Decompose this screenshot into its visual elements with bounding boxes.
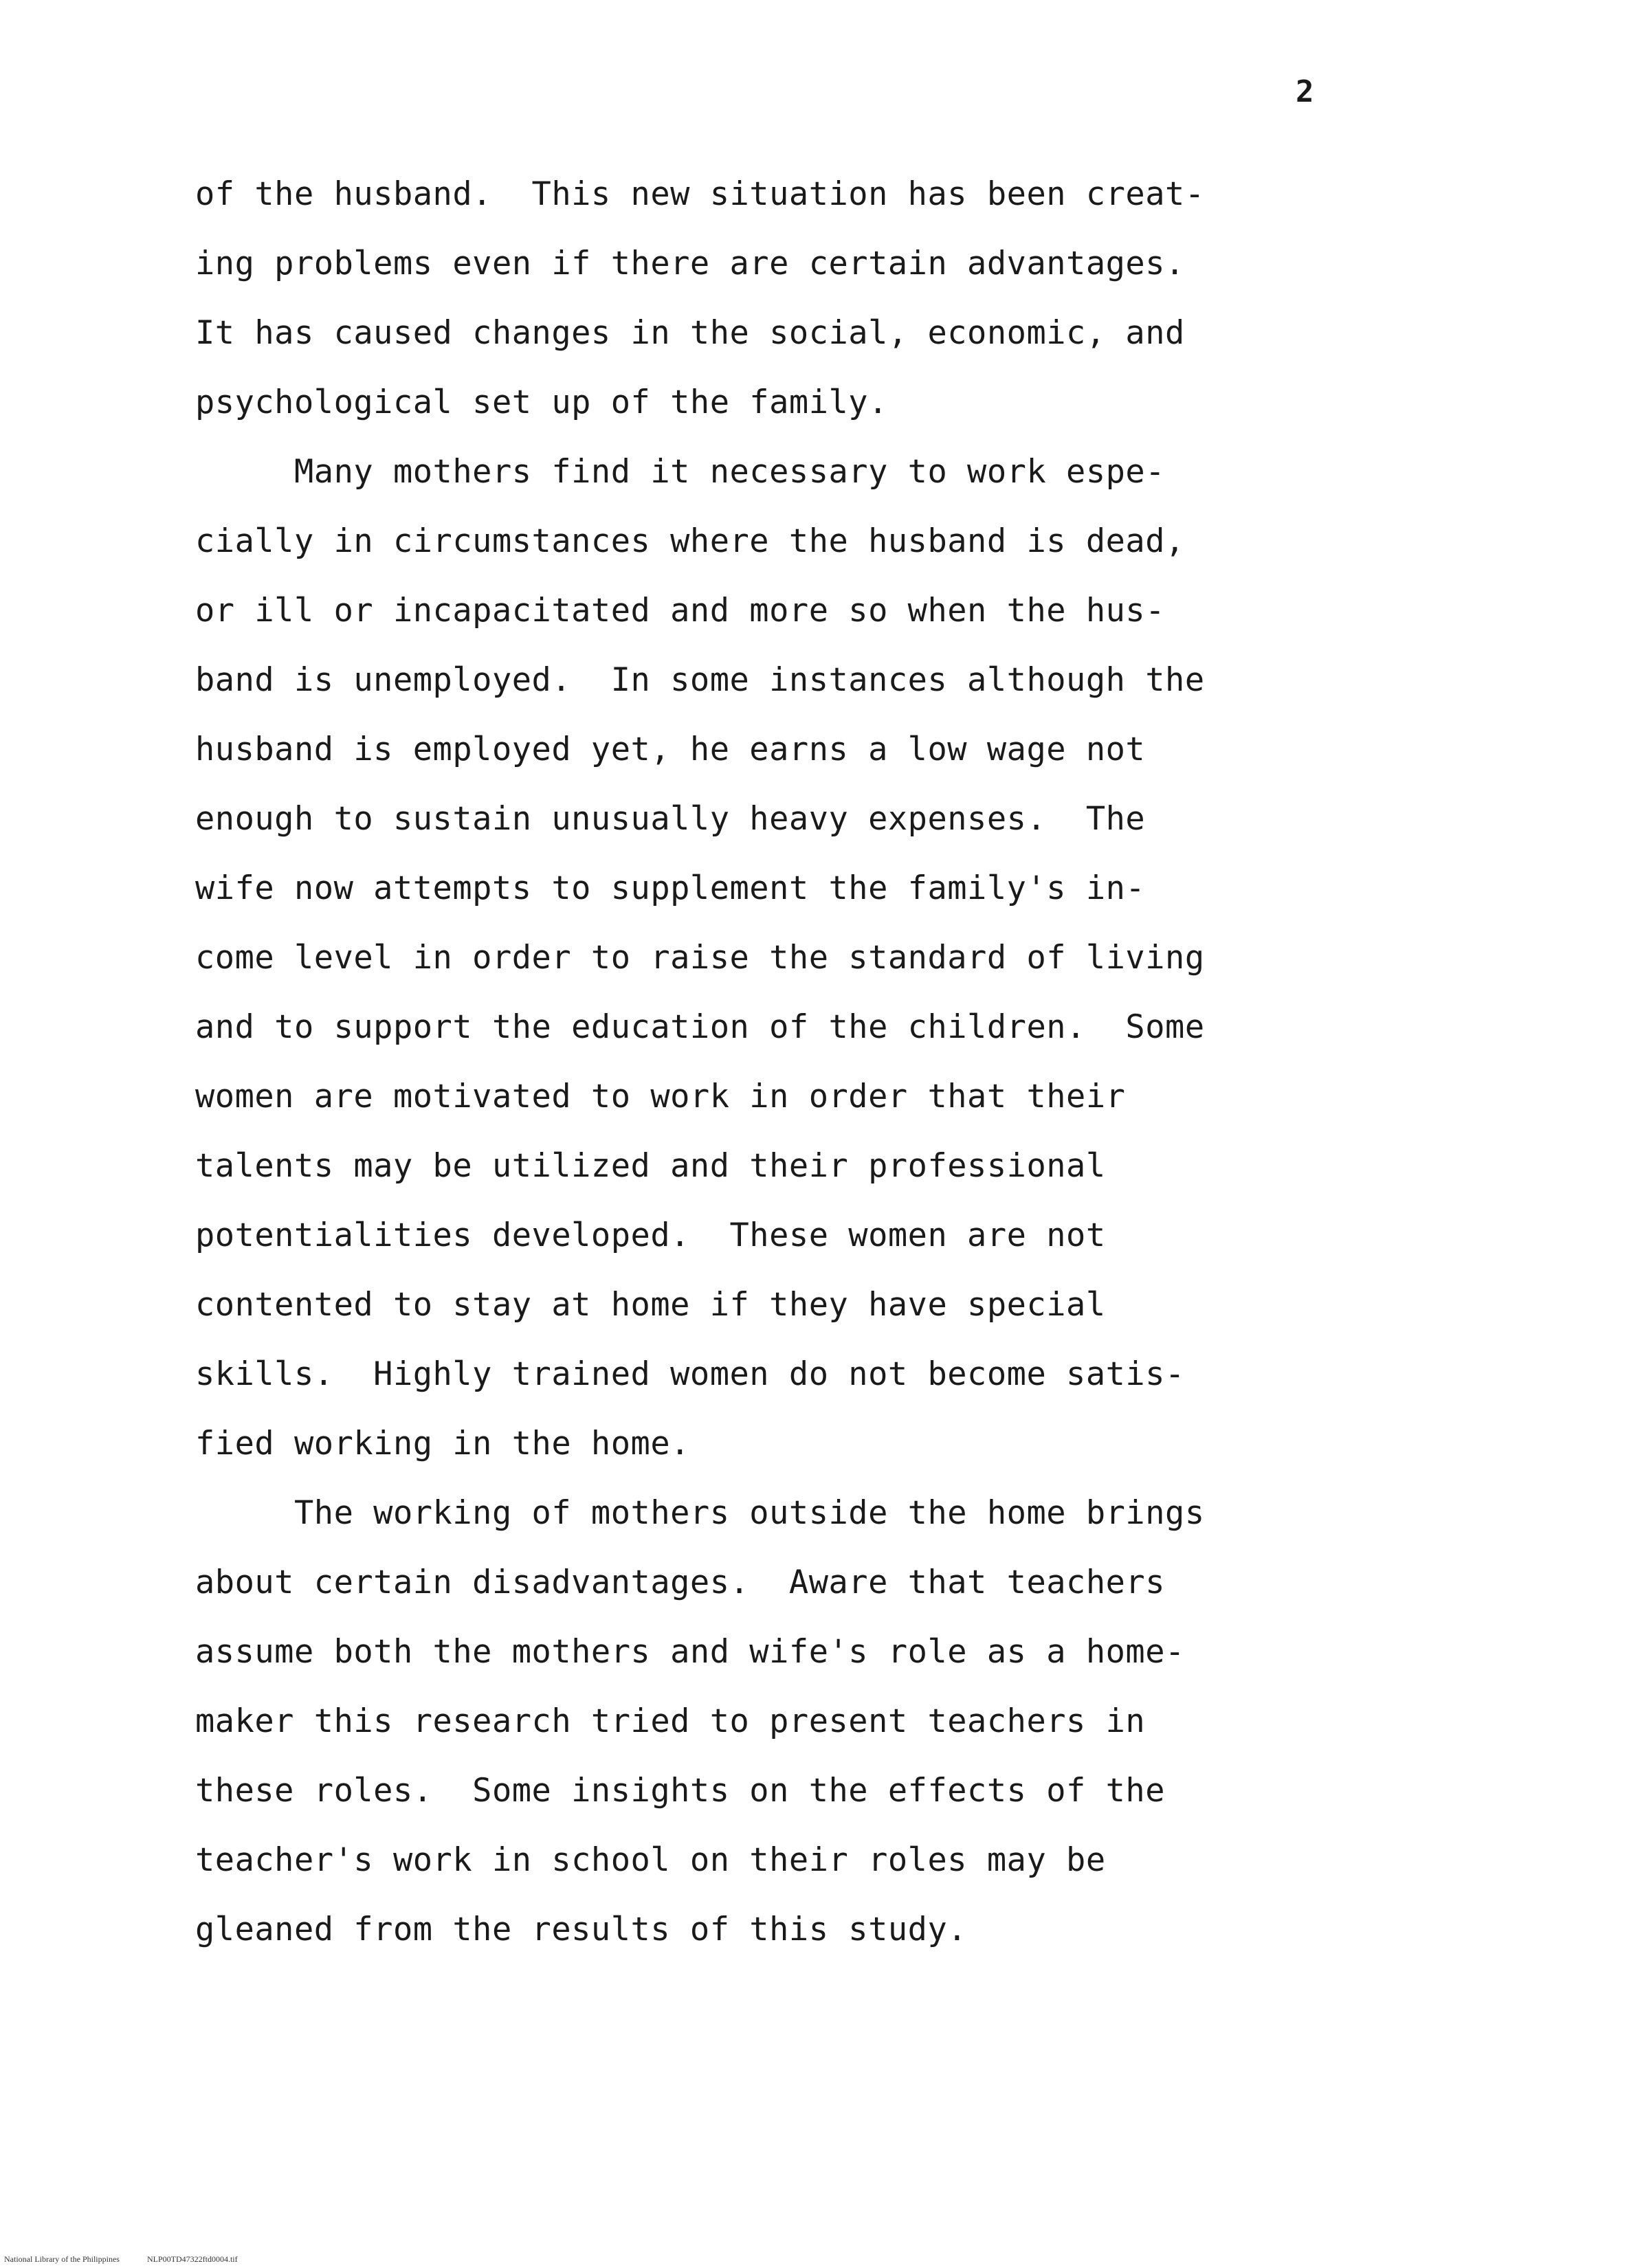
text-line: husband is employed yet, he earns a low wage not: [195, 731, 1146, 768]
text-line: wife now attempts to supplement the family's in-: [195, 869, 1146, 907]
text-line: It has caused changes in the social, economic, and: [195, 314, 1185, 352]
page-number: 2: [1296, 74, 1314, 109]
text-line: women are motivated to work in order that their: [195, 1078, 1126, 1115]
footer-file: NLP00TD47322ftd0004.tif: [146, 2254, 238, 2264]
text-line: skills. Highly trained women do not become satis-: [195, 1355, 1185, 1393]
text-line: psychological set up of the family.: [195, 383, 888, 421]
text-line: fied working in the home.: [195, 1425, 690, 1463]
text-line: band is unemployed. In some instances although the: [195, 661, 1205, 699]
text-line: maker this research tried to present teachers in: [195, 1702, 1146, 1740]
text-line: come level in order to raise the standard of living: [195, 939, 1205, 977]
text-line: and to support the education of the children. Some: [195, 1008, 1205, 1046]
text-line: about certain disadvantages. Aware that teachers: [195, 1564, 1166, 1601]
text-line: contented to stay at home if they have special: [195, 1286, 1106, 1324]
text-line: gleaned from the results of this study.: [195, 1911, 968, 1948]
scan-footer: [4, 2254, 265, 2265]
text-line: potentialities developed. These women are not: [195, 1216, 1106, 1254]
body-text: [195, 159, 1405, 1964]
text-line: teacher's work in school on their roles may be: [195, 1841, 1106, 1879]
text-line: or ill or incapacitated and more so when the hus-: [195, 592, 1166, 630]
text-line: The working of mothers outside the home brings: [195, 1494, 1205, 1532]
text-line: these roles. Some insights on the effects of the: [195, 1772, 1166, 1810]
text-line: talents may be utilized and their professional: [195, 1147, 1106, 1185]
text-line: cially in circumstances where the husband is dead,: [195, 522, 1185, 560]
footer-library: National Library of the Philippines: [4, 2254, 120, 2264]
text-line: ing problems even if there are certain advantages.: [195, 245, 1185, 282]
text-line: of the husband. This new situation has been creat-: [195, 175, 1205, 213]
text-line: enough to sustain unusually heavy expenses. The: [195, 800, 1146, 838]
text-line: Many mothers find it necessary to work espe-: [195, 453, 1166, 491]
text-line: assume both the mothers and wife's role as a home-: [195, 1633, 1185, 1671]
